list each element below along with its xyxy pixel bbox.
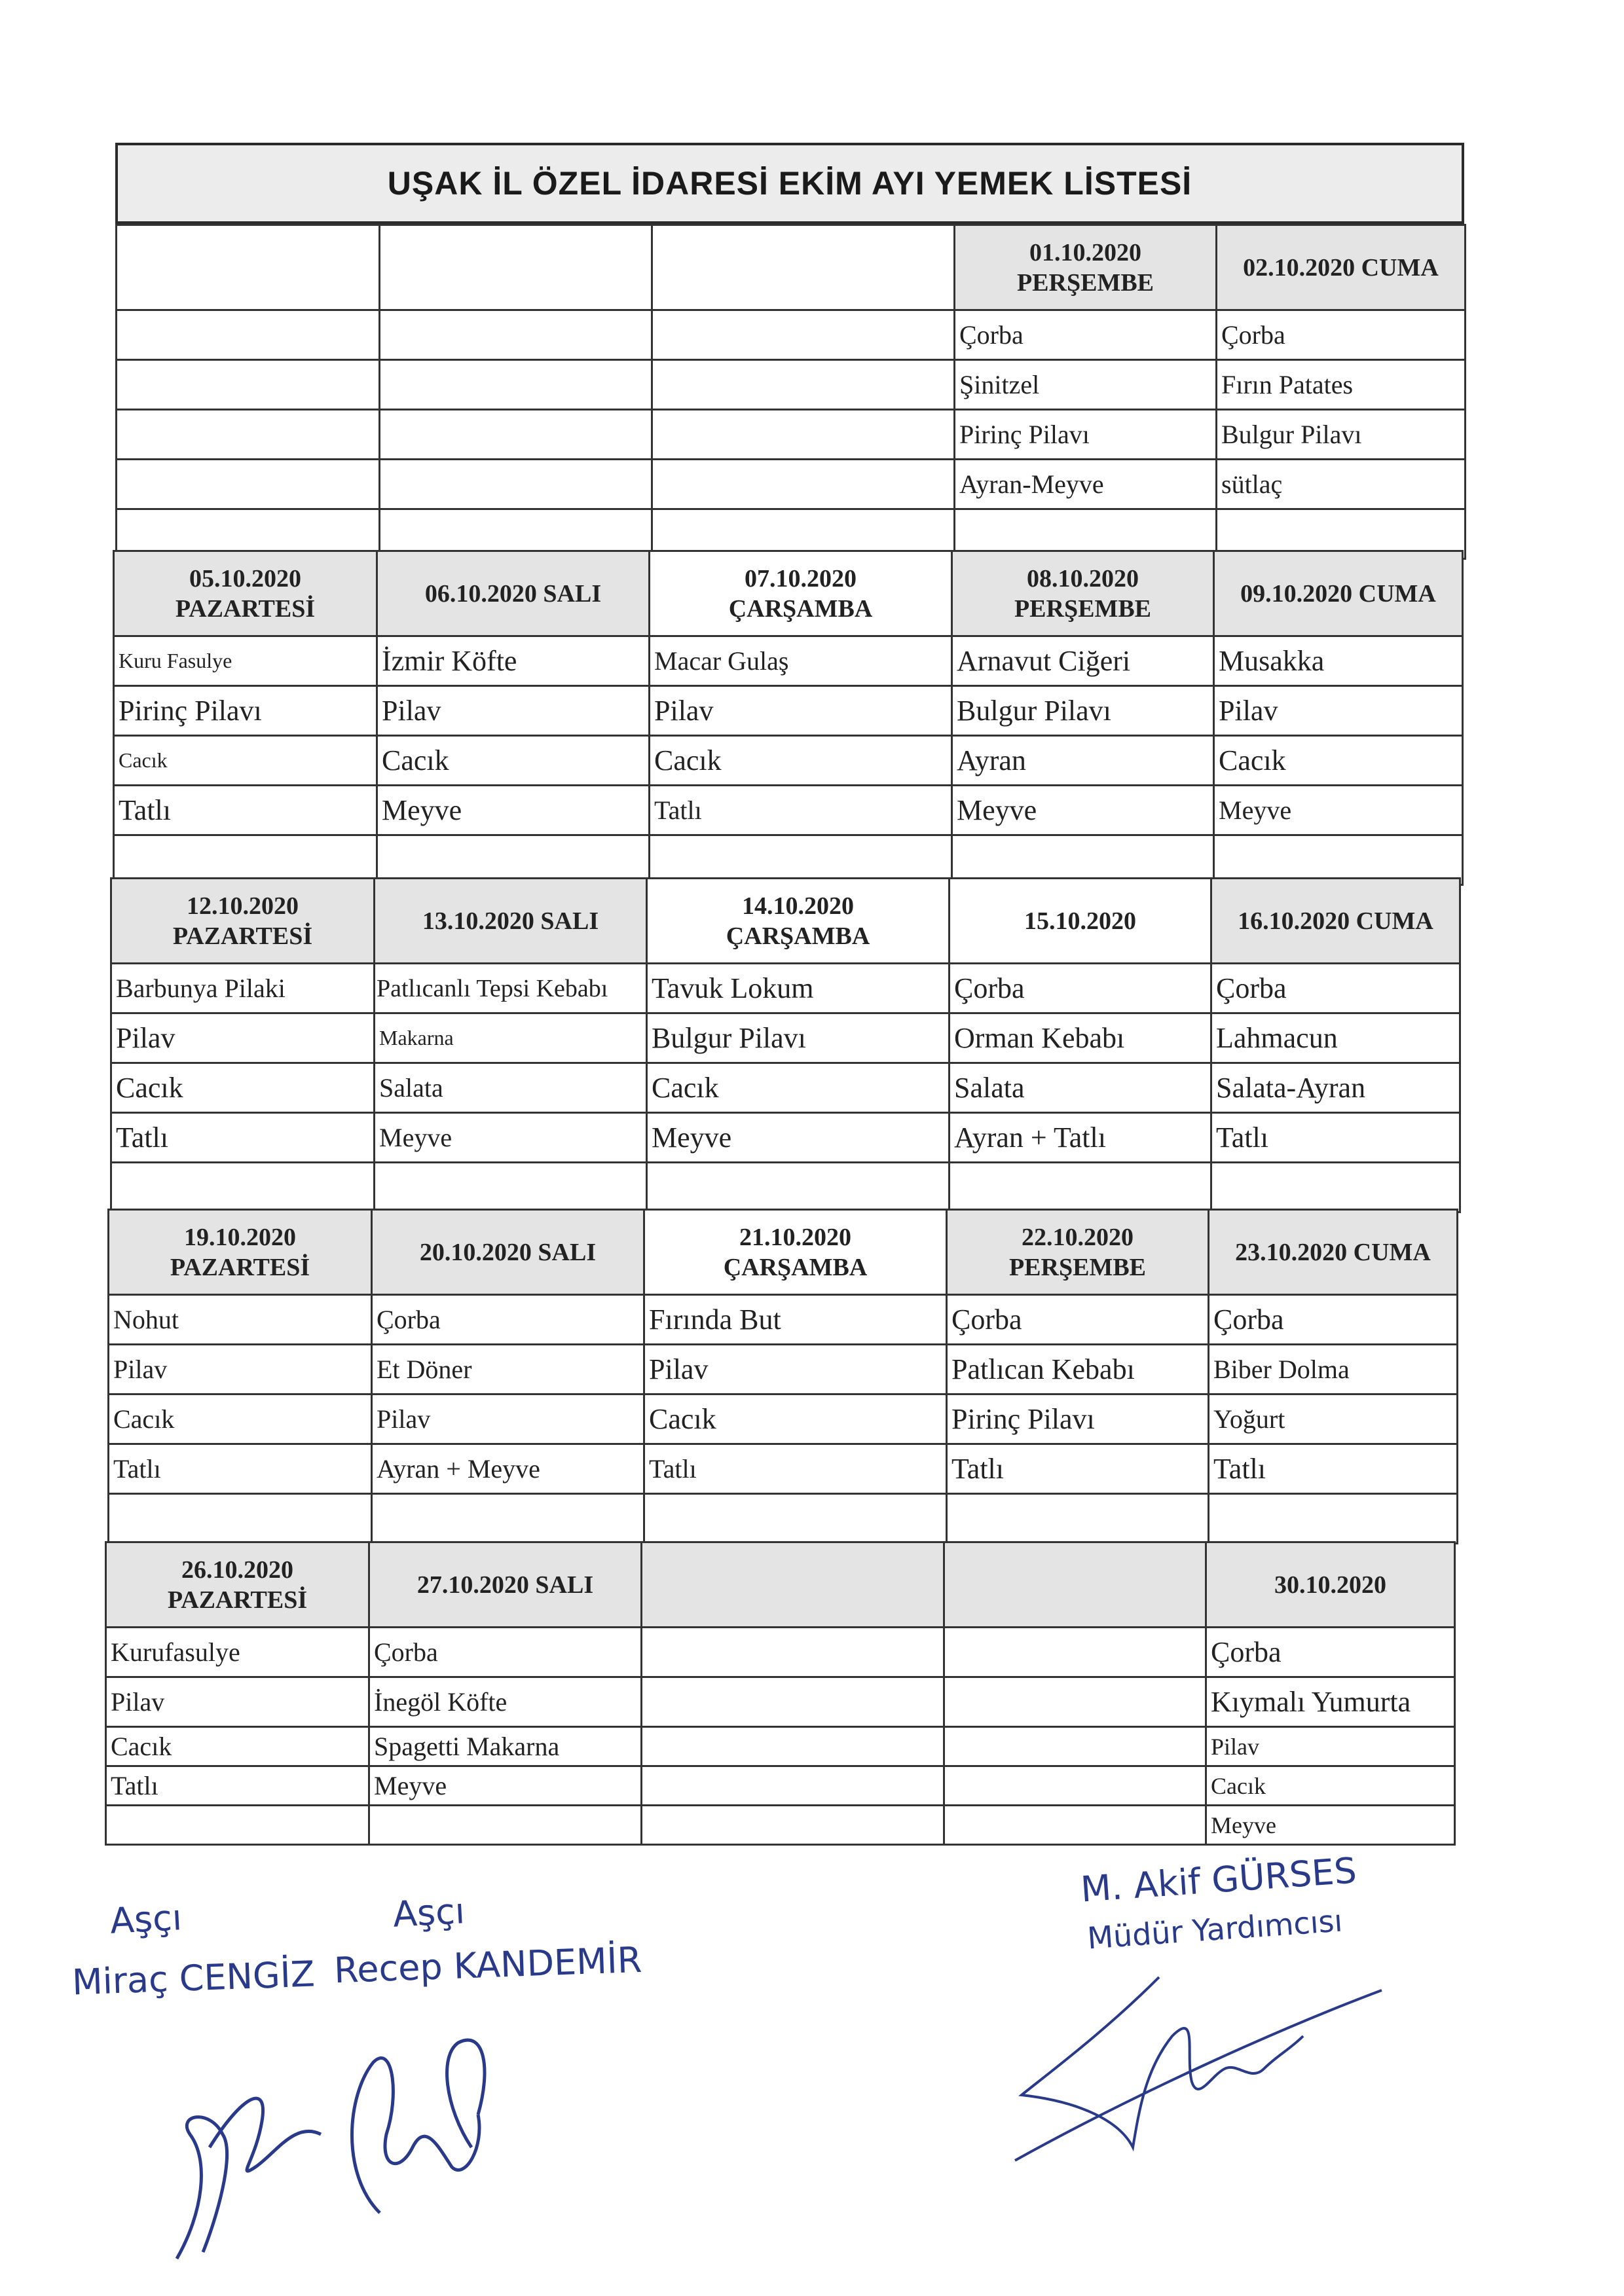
table-row (106, 1727, 1455, 1766)
menu-cell: Bulgur Pilavı (952, 686, 1214, 736)
menu-cell: Patlıcan Kebabı (947, 1345, 1209, 1394)
menu-cell: Pilav (372, 1394, 644, 1444)
signature-scribble-2 (327, 2016, 524, 2232)
menu-cell (369, 1806, 642, 1845)
menu-cell: Salata (950, 1063, 1211, 1113)
menu-cell: Tatlı (106, 1766, 369, 1806)
menu-cell: Meyve (375, 1113, 647, 1163)
day-header: 01.10.2020 PERŞEMBE (955, 225, 1217, 310)
day-header: 06.10.2020 SALI (377, 551, 650, 636)
menu-cell (380, 310, 652, 360)
menu-cell: Cacık (114, 736, 377, 786)
table-row (117, 460, 1466, 509)
week-table-2 (113, 550, 1464, 886)
menu-cell: Şinitzel (955, 360, 1217, 410)
menu-cell: Cacık (644, 1394, 947, 1444)
menu-cell (375, 1163, 647, 1212)
menu-cell: Musakka (1214, 636, 1463, 686)
menu-cell: Cacık (377, 736, 650, 786)
table-row (114, 786, 1463, 835)
table-row (109, 1394, 1458, 1444)
menu-cell (642, 1766, 944, 1806)
day-header (944, 1542, 1206, 1628)
menu-cell (944, 1766, 1206, 1806)
day-header: 20.10.2020 SALI (372, 1210, 644, 1295)
menu-cell: Meyve (647, 1113, 950, 1163)
table-row (109, 1494, 1458, 1544)
menu-cell: Pilav (1206, 1727, 1455, 1766)
menu-cell (652, 460, 955, 509)
table-row (106, 1628, 1455, 1677)
menu-cell: Çorba (1209, 1295, 1458, 1345)
document-title: UŞAK İL ÖZEL İDARESİ EKİM AYI YEMEK LİSTESİ (387, 165, 1192, 202)
menu-cell: Ayran (952, 736, 1214, 786)
menu-cell: Ayran + Meyve (372, 1444, 644, 1494)
header-row (109, 1210, 1458, 1295)
menu-cell: Kurufasulye (106, 1628, 369, 1677)
menu-cell (944, 1628, 1206, 1677)
menu-cell (944, 1677, 1206, 1727)
table-row (117, 410, 1466, 460)
menu-cell: Et Döner (372, 1345, 644, 1394)
menu-cell: Çorba (950, 964, 1211, 1013)
menu-cell (380, 460, 652, 509)
menu-cell: Meyve (377, 786, 650, 835)
menu-cell: Kuru Fasulye (114, 636, 377, 686)
day-header: 13.10.2020 SALI (375, 879, 647, 964)
menu-cell: Tatlı (111, 1113, 375, 1163)
menu-cell: Tatlı (650, 786, 952, 835)
day-header: 05.10.2020 PAZARTESİ (114, 551, 377, 636)
menu-cell (111, 1163, 375, 1212)
signature-role-1: Aşçı (109, 1897, 183, 1942)
table-row (111, 964, 1460, 1013)
title-box (115, 143, 1464, 224)
menu-cell: Salata (375, 1063, 647, 1113)
menu-cell: Barbunya Pilaki (111, 964, 375, 1013)
menu-cell: Cacık (111, 1063, 375, 1113)
signature-scribble-3 (1002, 1951, 1395, 2167)
table-row (114, 636, 1463, 686)
menu-cell: Pilav (377, 686, 650, 736)
table-row (106, 1677, 1455, 1727)
menu-cell: Çorba (955, 310, 1217, 360)
menu-cell (109, 1494, 372, 1544)
menu-cell: İzmir Köfte (377, 636, 650, 686)
table-row (111, 1063, 1460, 1113)
menu-cell: Bulgur Pilavı (1217, 410, 1466, 460)
menu-cell: Tatlı (644, 1444, 947, 1494)
menu-cell: Meyve (1214, 786, 1463, 835)
table-row (109, 1444, 1458, 1494)
day-header: 30.10.2020 (1206, 1542, 1455, 1628)
menu-cell (117, 360, 380, 410)
signature-name-2: Recep KANDEMİR (333, 1939, 643, 1992)
menu-cell (947, 1494, 1209, 1544)
day-header: 02.10.2020 CUMA (1217, 225, 1466, 310)
menu-cell: Yoğurt (1209, 1394, 1458, 1444)
menu-cell: Ayran + Tatlı (950, 1113, 1211, 1163)
menu-cell: Pilav (109, 1345, 372, 1394)
menu-cell (944, 1806, 1206, 1845)
menu-cell: Meyve (1206, 1806, 1455, 1845)
menu-cell: Pilav (1214, 686, 1463, 736)
menu-cell: Pilav (111, 1013, 375, 1063)
day-header: 26.10.2020 PAZARTESİ (106, 1542, 369, 1628)
menu-cell (950, 1163, 1211, 1212)
menu-cell: Çorba (372, 1295, 644, 1345)
menu-cell: Nohut (109, 1295, 372, 1345)
menu-cell: Pirinç Pilavı (114, 686, 377, 736)
menu-cell: Meyve (369, 1766, 642, 1806)
menu-cell: Ayran-Meyve (955, 460, 1217, 509)
menu-cell: Salata-Ayran (1211, 1063, 1460, 1113)
menu-cell: Biber Dolma (1209, 1345, 1458, 1394)
menu-cell: Tatlı (109, 1444, 372, 1494)
menu-cell (652, 310, 955, 360)
day-header: 14.10.2020 ÇARŞAMBA (647, 879, 950, 964)
menu-cell: Pirinç Pilavı (947, 1394, 1209, 1444)
signature-role-3: Müdür Yardımcısı (1086, 1903, 1344, 1956)
menu-cell (642, 1806, 944, 1845)
signature-name-1: Miraç CENGİZ (71, 1953, 316, 2003)
day-header: 27.10.2020 SALI (369, 1542, 642, 1628)
day-header (652, 225, 955, 310)
table-row (114, 736, 1463, 786)
menu-cell: Cacık (1214, 736, 1463, 786)
day-header: 15.10.2020 (950, 879, 1211, 964)
menu-cell: Çorba (1211, 964, 1460, 1013)
menu-cell (380, 360, 652, 410)
menu-cell: Cacık (109, 1394, 372, 1444)
day-header: 21.10.2020 ÇARŞAMBA (644, 1210, 947, 1295)
menu-cell: Meyve (952, 786, 1214, 835)
menu-cell: Tatlı (1211, 1113, 1460, 1163)
day-header (117, 225, 380, 310)
menu-cell: Cacık (650, 736, 952, 786)
table-row (117, 310, 1466, 360)
day-header: 19.10.2020 PAZARTESİ (109, 1210, 372, 1295)
day-header (380, 225, 652, 310)
day-header: 12.10.2020 PAZARTESİ (111, 879, 375, 964)
table-row (111, 1113, 1460, 1163)
menu-cell (644, 1494, 947, 1544)
menu-cell: Pilav (644, 1345, 947, 1394)
menu-cell (944, 1727, 1206, 1766)
signature-role-2: Aşçı (392, 1890, 466, 1935)
menu-cell: Patlıcanlı Tepsi Kebabı (375, 964, 647, 1013)
table-row (106, 1806, 1455, 1845)
menu-cell: Arnavut Ciğeri (952, 636, 1214, 686)
menu-cell (647, 1163, 950, 1212)
menu-cell (117, 460, 380, 509)
header-row (111, 879, 1460, 964)
header-row (114, 551, 1463, 636)
menu-cell: Pilav (650, 686, 952, 736)
menu-cell (652, 360, 955, 410)
week-table-1 (115, 224, 1466, 560)
day-header: 22.10.2020 PERŞEMBE (947, 1210, 1209, 1295)
table-row (111, 1163, 1460, 1212)
day-header (642, 1542, 944, 1628)
menu-cell (372, 1494, 644, 1544)
menu-cell: Macar Gulaş (650, 636, 952, 686)
week-table-4 (107, 1209, 1458, 1544)
menu-cell: Orman Kebabı (950, 1013, 1211, 1063)
day-header: 09.10.2020 CUMA (1214, 551, 1463, 636)
menu-cell: İnegöl Köfte (369, 1677, 642, 1727)
table-row (117, 360, 1466, 410)
menu-cell (652, 410, 955, 460)
menu-cell: Pilav (106, 1677, 369, 1727)
table-row (106, 1766, 1455, 1806)
menu-cell: Çorba (1206, 1628, 1455, 1677)
menu-cell: Cacık (1206, 1766, 1455, 1806)
menu-cell: Tavuk Lokum (647, 964, 950, 1013)
menu-cell: Pirinç Pilavı (955, 410, 1217, 460)
menu-cell: Cacık (106, 1727, 369, 1766)
day-header: 08.10.2020 PERŞEMBE (952, 551, 1214, 636)
menu-cell: Makarna (375, 1013, 647, 1063)
menu-cell: Bulgur Pilavı (647, 1013, 950, 1063)
menu-cell (117, 310, 380, 360)
menu-cell: Kıymalı Yumurta (1206, 1677, 1455, 1727)
menu-cell (642, 1677, 944, 1727)
signature-name-3: M. Akif GÜRSES (1079, 1850, 1358, 1910)
header-row (117, 225, 1466, 310)
week-table-5 (105, 1541, 1456, 1846)
table-row (109, 1345, 1458, 1394)
menu-cell: Çorba (1217, 310, 1466, 360)
menu-cell: Çorba (369, 1628, 642, 1677)
header-row (106, 1542, 1455, 1628)
menu-cell: Tatlı (114, 786, 377, 835)
menu-cell: Fırın Patates (1217, 360, 1466, 410)
table-row (114, 686, 1463, 736)
menu-cell: sütlaç (1217, 460, 1466, 509)
menu-cell: Tatlı (947, 1444, 1209, 1494)
menu-cell: Fırında But (644, 1295, 947, 1345)
menu-cell (117, 410, 380, 460)
menu-cell: Tatlı (1209, 1444, 1458, 1494)
day-header: 07.10.2020 ÇARŞAMBA (650, 551, 952, 636)
day-header: 16.10.2020 CUMA (1211, 879, 1460, 964)
menu-cell (1209, 1494, 1458, 1544)
menu-cell: Spagetti Makarna (369, 1727, 642, 1766)
menu-cell (642, 1727, 944, 1766)
table-row (109, 1295, 1458, 1345)
menu-cell (642, 1628, 944, 1677)
menu-cell (380, 410, 652, 460)
menu-cell: Çorba (947, 1295, 1209, 1345)
week-table-3 (110, 877, 1461, 1213)
menu-cell (1211, 1163, 1460, 1212)
menu-cell (106, 1806, 369, 1845)
menu-cell: Lahmacun (1211, 1013, 1460, 1063)
day-header: 23.10.2020 CUMA (1209, 1210, 1458, 1295)
table-row (111, 1013, 1460, 1063)
menu-cell: Cacık (647, 1063, 950, 1113)
